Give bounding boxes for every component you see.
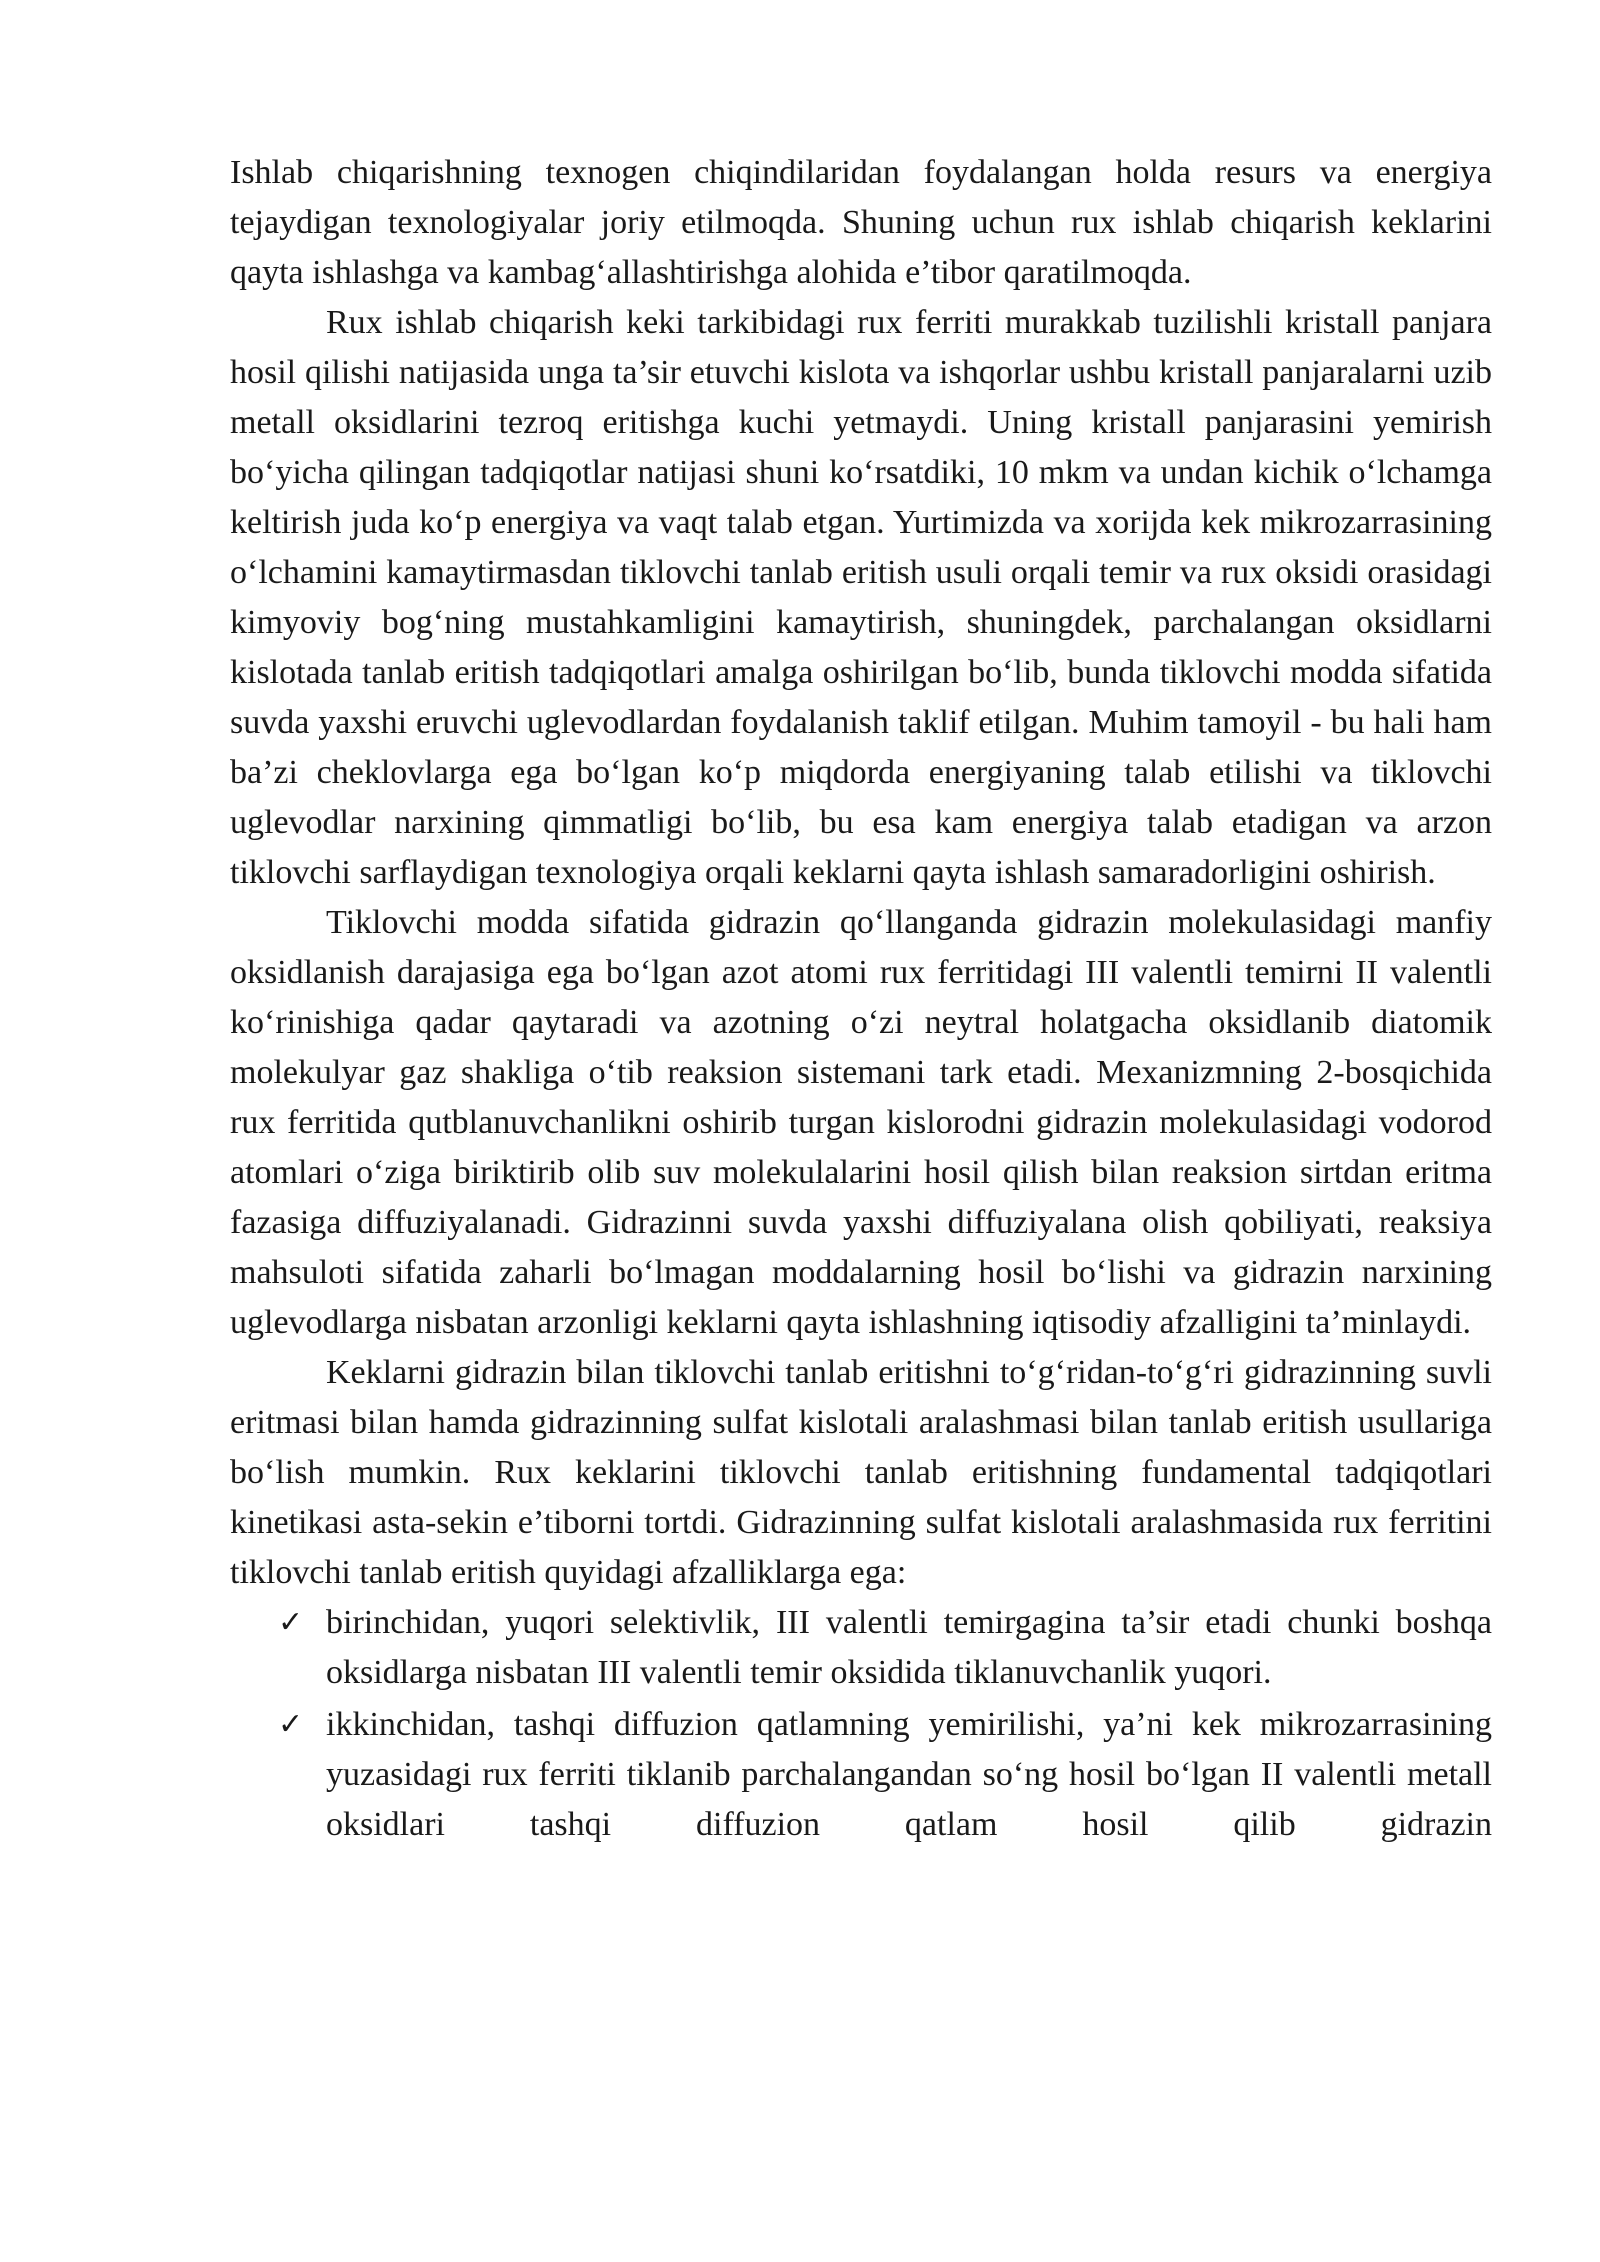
list-item-text: ikkinchidan, tashqi diffuzion qatlamning yemirilishi, ya’ni kek mikrozarrasining yuzasidagi rux ferriti tiklanib parchalangandan so‘ng hosil bo‘lgan II valentli metall oksidlari tashqi diffuzion qatlam hosil qilib gidrazin	[326, 1706, 1492, 1843]
list-item-text: birinchidan, yuqori selektivlik, III valentli temirgagina ta’sir etadi chunki boshqa oksidlarga nisbatan III valentli temir oksidida tiklanuvchanlik yuqori.	[326, 1604, 1492, 1691]
list-item	[278, 1700, 1492, 1850]
paragraph-intro: Ishlab chiqarishning texnogen chiqindilaridan foydalangan holda resurs va energiya tejaydigan texnologiyalar joriy etilmoqda. Shuning uchun rux ishlab chiqarish keklarini qayta ishlashga va kambag‘allashtirishga alohida e’tibor qaratilmoqda.	[230, 154, 1492, 291]
document-page	[230, 148, 1492, 1852]
checkmark-icon: ✓	[278, 1605, 304, 1640]
paragraph-zinc-ferrite: Rux ishlab chiqarish keki tarkibidagi rux ferriti murakkab tuzilishli kristall panjara hosil qilishi natijasida unga ta’sir etuvchi kislota va ishqorlar ushbu kristall panjaralarni uzib metall oksidlarini tezroq eritishga kuchi yetmaydi. Uning kristall panjarasini yemirish bo‘yicha qilingan tadqiqotlar natijasi shuni ko‘rsatdiki, 10 mkm va undan kichik o‘lchamga keltirish juda ko‘p energiya va vaqt talab etgan. Yurtimizda va xorijda kek mikrozarrasining o‘lchamini kamaytirmasdan tiklovchi tanlab eritish usuli orqali temir va rux oksidi orasidagi kimyoviy bog‘ning mustahkamligini kamaytirish, shuningdek, parchalangan oksidlarni kislotada tanlab eritish tadqiqotlari amalga oshirilgan bo‘lib, bunda tiklovchi modda sifatida suvda yaxshi eruvchi uglevodlardan foydalanish taklif etilgan. Muhim tamoyil - bu hali ham ba’zi cheklovlarga ega bo‘lgan ko‘p miqdorda energiyaning talab etilishi va tiklovchi uglevodlar narxining qimmatligi bo‘lib, bu esa kam energiya talab etadigan va arzon tiklovchi sarflaydigan texnologiya orqali keklarni qayta ishlash samaradorligini oshirish.	[230, 304, 1492, 891]
checkmark-icon: ✓	[278, 1707, 304, 1742]
list-item	[278, 1598, 1492, 1698]
advantages-list	[230, 1598, 1492, 1850]
paragraph-hydrazine-mechanism: Tiklovchi modda sifatida gidrazin qo‘llanganda gidrazin molekulasidagi manfiy oksidlanish darajasiga ega bo‘lgan azot atomi rux ferritidagi III valentli temirni II valentli ko‘rinishiga qadar qaytaradi va azotning o‘zi neytral holatgacha oksidlanib diatomik molekulyar gaz shakliga o‘tib reaksion sistemani tark etadi. Mexanizmning 2-bosqichida rux ferritida qutblanuvchanlikni oshirib turgan kislorodni gidrazin molekulasidagi vodorod atomlari o‘ziga biriktirib olib suv molekulalarini hosil qilish bilan reaksion sirtdan eritma fazasiga diffuziyalanadi. Gidrazinni suvda yaxshi diffuziyalana olish qobiliyati, reaksiya mahsuloti sifatida zaharli bo‘lmagan moddalarning hosil bo‘lishi va gidrazin narxining uglevodlarga nisbatan arzonligi keklarni qayta ishlashning iqtisodiy afzalligini ta’minlaydi.	[230, 904, 1492, 1341]
paragraph-leaching-methods: Keklarni gidrazin bilan tiklovchi tanlab eritishni to‘g‘ridan-to‘g‘ri gidrazinning suvli eritmasi bilan hamda gidrazinning sulfat kislotali aralashmasi bilan tanlab eritish usullariga bo‘lish mumkin. Rux keklarini tiklovchi tanlab eritishning fundamental tadqiqotlari kinetikasi asta-sekin e’tiborni tortdi. Gidrazinning sulfat kislotali aralashmasida rux ferritini tiklovchi tanlab eritish quyidagi afzalliklarga ega:	[230, 1354, 1492, 1591]
